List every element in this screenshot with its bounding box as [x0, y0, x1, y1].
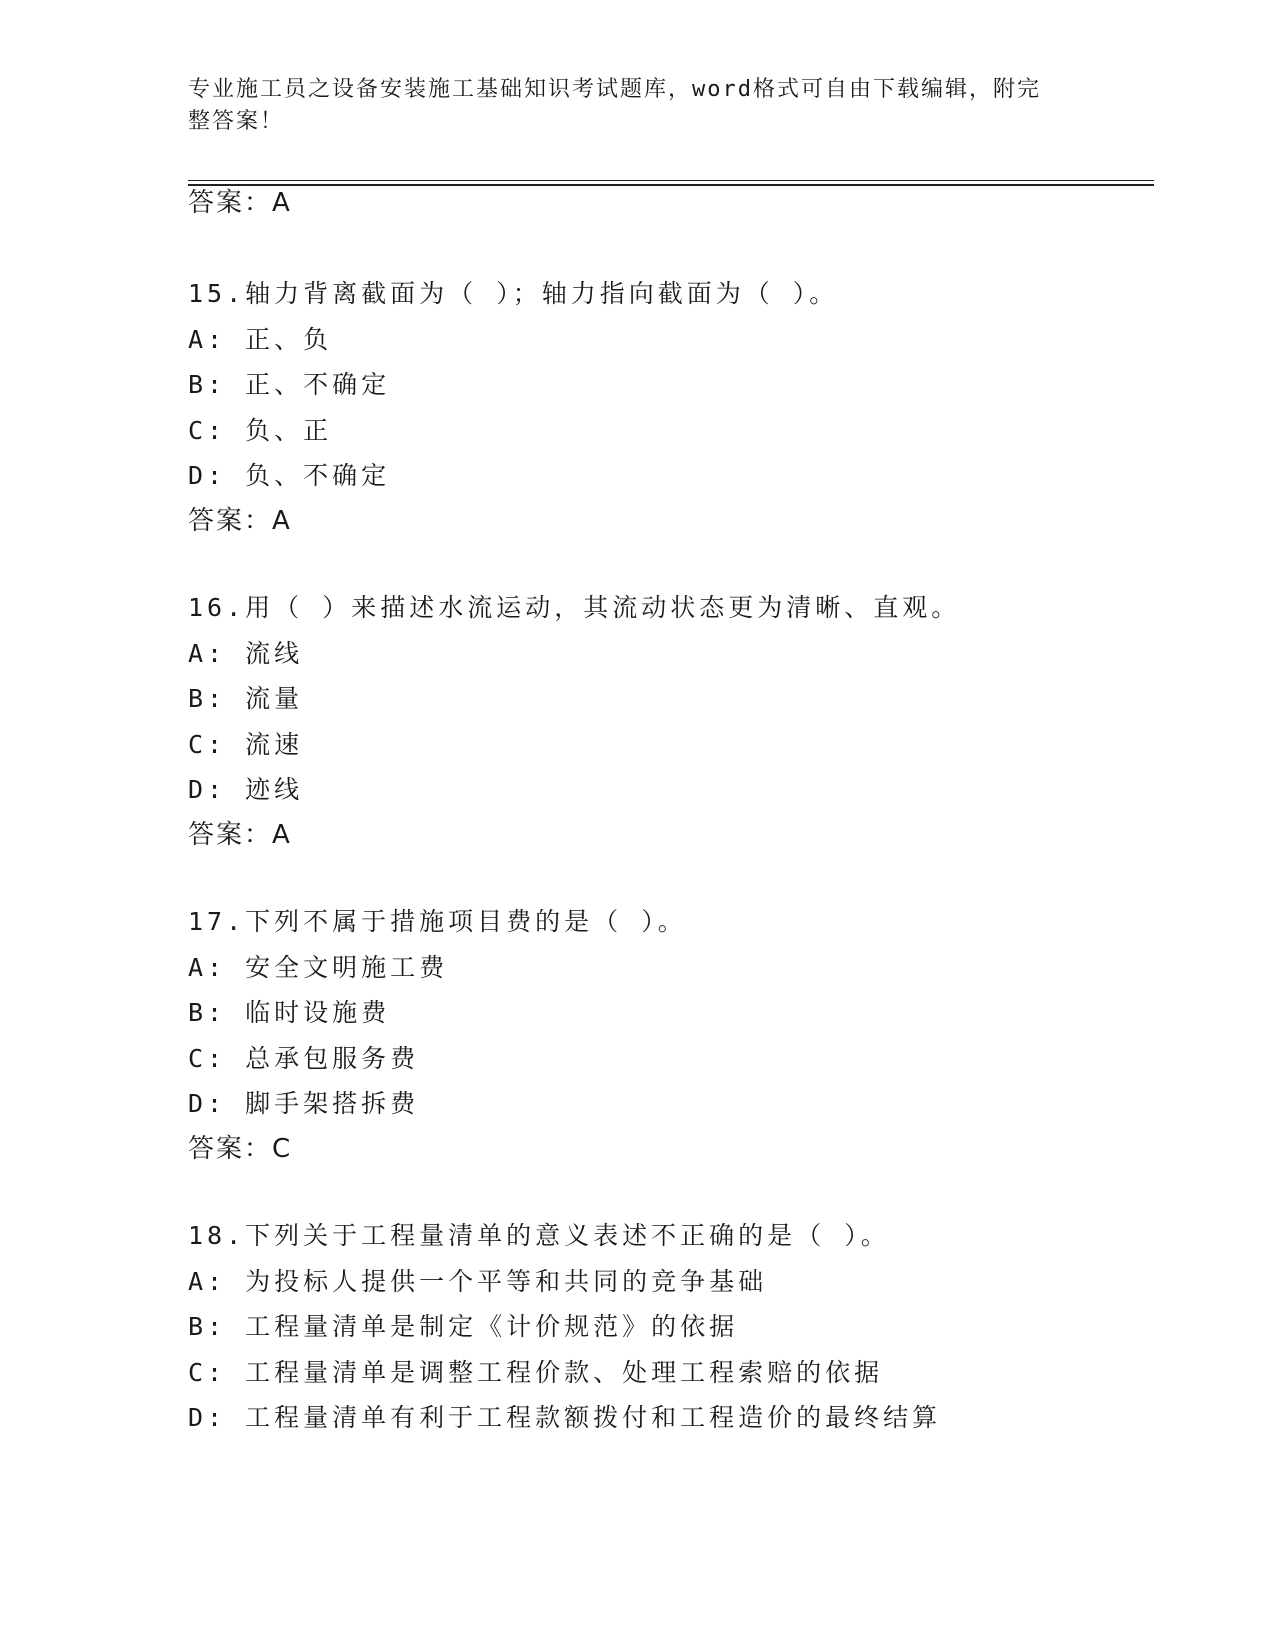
option-a: A: 流线 [188, 638, 304, 668]
answer: 答案：A [188, 505, 292, 536]
option-c: C: 负、正 [188, 415, 333, 445]
option-a: A: 正、负 [188, 324, 333, 354]
question-title: 16.用（ ）来描述水流运动，其流动状态更为清晰、直观。 [188, 593, 961, 622]
header-divider-thin [188, 180, 1154, 181]
option-c: C: 工程量清单是调整工程价款、处理工程索赔的依据 [188, 1357, 884, 1387]
option-b: B: 正、不确定 [188, 370, 391, 399]
question-17 [188, 899, 1188, 1172]
option-b: B: 工程量清单是制定《计价规范》的依据 [188, 1312, 739, 1341]
header-line-2: 整答案！ [188, 109, 285, 134]
option-d: D: 脚手架搭拆费 [188, 1089, 420, 1118]
question-title: 15.轴力背离截面为（ ）；轴力指向截面为（ ）。 [188, 279, 839, 308]
answer: 答案：A [188, 819, 292, 850]
answer: 答案：C [188, 1133, 293, 1164]
option-c: C: 流速 [188, 729, 304, 759]
option-a: A: 安全文明施工费 [188, 952, 449, 982]
previous-answer: 答案：A [188, 188, 292, 218]
header-divider-thick [188, 184, 1154, 186]
option-b: B: 流量 [188, 684, 304, 713]
option-d: D: 迹线 [188, 775, 304, 804]
question-16 [188, 585, 1188, 858]
option-d: D: 负、不确定 [188, 461, 391, 490]
question-15 [188, 271, 1188, 544]
document-header [188, 74, 1068, 138]
question-18 [188, 1213, 1188, 1441]
option-d: D: 工程量清单有利于工程款额拨付和工程造价的最终结算 [188, 1403, 942, 1432]
option-a: A: 为投标人提供一个平等和共同的竞争基础 [188, 1266, 768, 1296]
option-b: B: 临时设施费 [188, 998, 391, 1027]
question-title: 18.下列关于工程量清单的意义表述不正确的是（ ）。 [188, 1221, 890, 1250]
option-c: C: 总承包服务费 [188, 1043, 420, 1073]
header-line-1: 专业施工员之设备安装施工基础知识考试题库，word格式可自由下载编辑，附完 [188, 77, 1041, 102]
question-title: 17.下列不属于措施项目费的是（ ）。 [188, 907, 687, 936]
